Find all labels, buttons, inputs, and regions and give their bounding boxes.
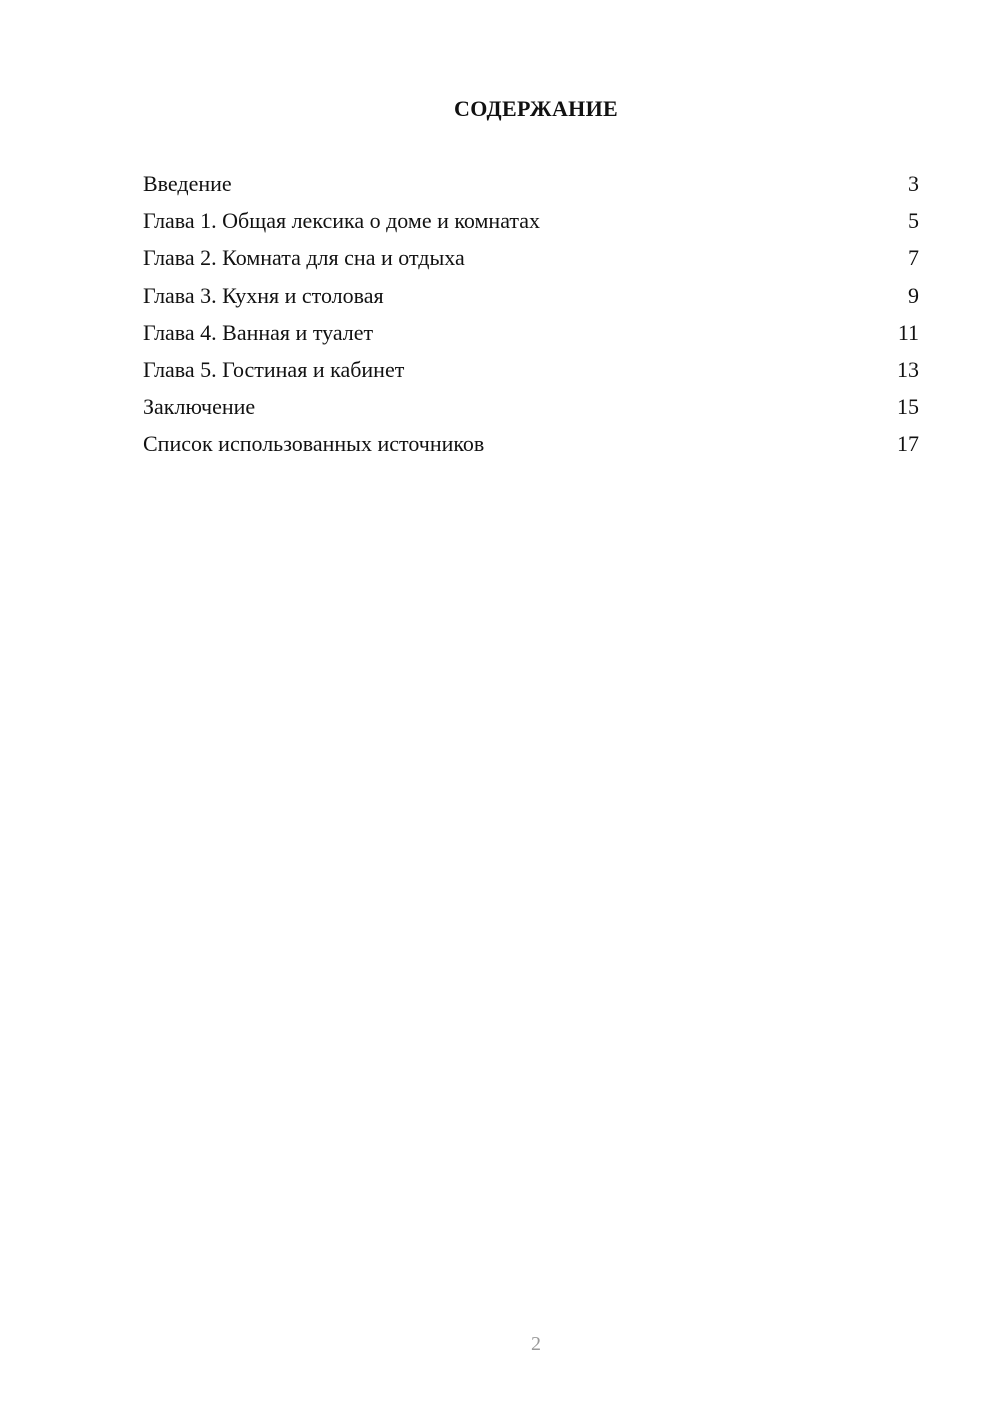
toc-entry-page: 9 xyxy=(908,282,919,308)
toc-entry-chapter-2 xyxy=(143,243,919,280)
toc-entry-page: 13 xyxy=(897,356,919,382)
toc-entry-page: 3 xyxy=(908,171,919,196)
table-of-contents xyxy=(143,169,919,467)
toc-entry-page: 7 xyxy=(908,245,919,271)
page-number: 2 xyxy=(531,1333,541,1355)
toc-entry-introduction xyxy=(143,169,919,206)
toc-entry-chapter-1 xyxy=(143,206,919,243)
toc-entry-page: 15 xyxy=(897,394,919,420)
toc-entry-label: Глава 3. Кухня и столовая xyxy=(143,282,384,308)
toc-entry-conclusion xyxy=(143,392,919,429)
toc-entry-label: Заключение xyxy=(143,394,256,420)
toc-entry-page: 5 xyxy=(908,208,919,234)
toc-entry-chapter-5 xyxy=(143,355,919,392)
toc-title: СОДЕРЖАНИЕ xyxy=(454,96,618,121)
toc-entry-label: Глава 2. Комната для сна и отдыха xyxy=(143,245,465,271)
toc-entry-chapter-4 xyxy=(143,318,919,355)
toc-entry-label: Глава 1. Общая лексика о доме и комнатах xyxy=(143,208,541,234)
toc-entry-page: 11 xyxy=(897,319,919,345)
toc-entry-label: Глава 5. Гостиная и кабинет xyxy=(143,356,405,382)
toc-entry-label: Глава 4. Ванная и туалет xyxy=(143,319,374,345)
toc-entry-page: 17 xyxy=(897,431,919,457)
toc-entry-label: Введение xyxy=(143,171,232,196)
toc-entry-references xyxy=(143,429,919,466)
toc-entry-chapter-3 xyxy=(143,281,919,318)
toc-entry-label: Список использованных источников xyxy=(143,431,485,457)
